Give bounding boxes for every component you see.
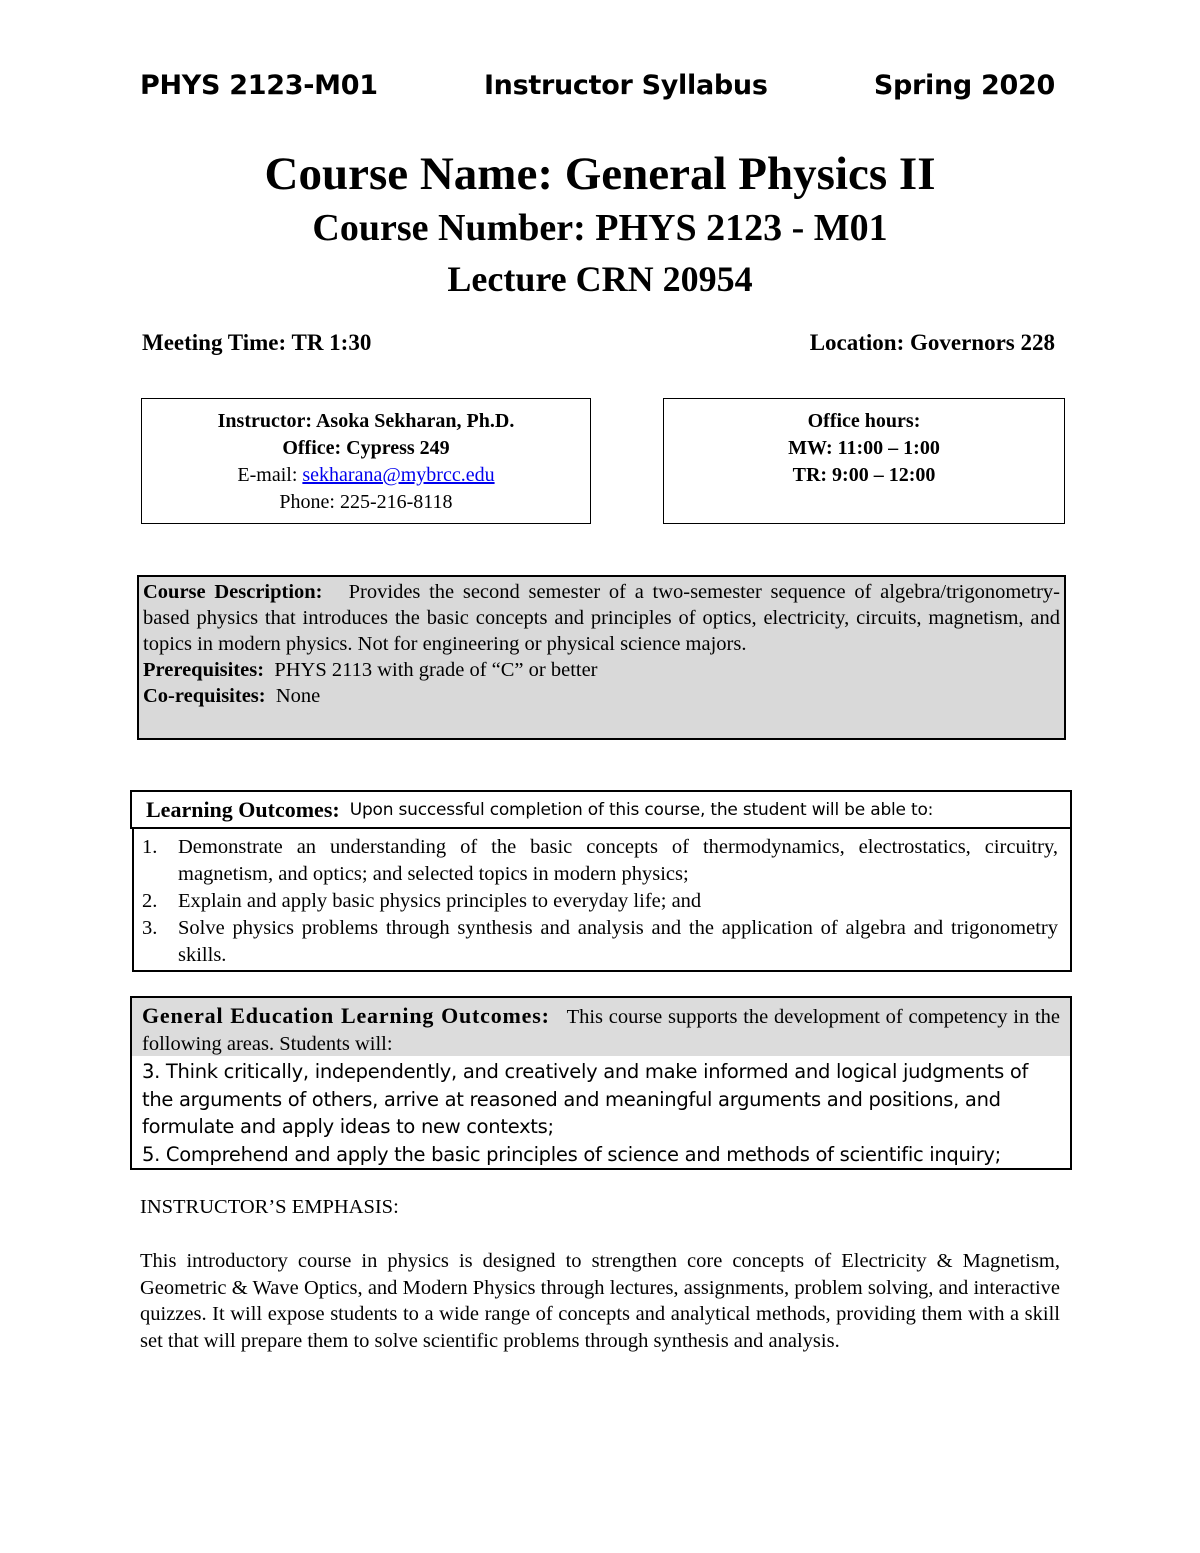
meeting-location: Location: Governors 228 [809,330,1055,355]
list-item-text: Solve physics problems through synthesis and analysis and the application of algebra and trigonometry skills. [178,917,1058,966]
course-description [143,579,1060,657]
list-item-text: Explain and apply basic physics principles to everyday life; and [178,890,702,912]
emphasis-text: This introductory course in physics is designed to strengthen core concepts of Electricity & Magnetism, Geometric & Wave Optics, and Modern Physics through lectures, assignments, problem solving, and interactive quizzes. It will expose students to a wide range of concepts and analytical methods, providing them with a skill set that will prepare them to solve scientific problems through synthesis and analysis. [140,1250,1060,1352]
header-course-code: PHYS 2123-M01 [140,70,378,101]
coreq-text: None [275,685,321,707]
office-hours-title: Office hours: [807,410,921,432]
office-hours-box [663,398,1065,524]
list-item-number: 3. [142,917,158,939]
header-doc-type: Instructor Syllabus [483,70,768,101]
description-label: Course Description: [143,581,323,603]
office-hours-mw: MW: 11:00 – 1:00 [788,437,940,459]
instructor-office: Office: Cypress 249 [282,437,450,459]
list-item [142,888,1058,915]
instructor-phone: Phone: 225-216-8118 [279,491,453,513]
instructor-email-line [142,462,590,489]
gen-ed-intro: This course supports the development of competency in the following areas. Students will: [142,1006,1060,1055]
course-description-box [137,575,1066,740]
instructor-name: Instructor: Asoka Sekharan, Ph.D. [217,410,515,432]
list-item-number: 2. [142,890,158,912]
gen-ed-header [132,998,1070,1056]
list-item [142,834,1058,888]
header-term: Spring 2020 [873,70,1055,101]
course-number-title: Course Number: PHYS 2123 - M01 [312,207,888,249]
list-item [142,915,1058,969]
prereq-label: Prerequisites: [143,659,265,681]
office-hours-tr: TR: 9:00 – 12:00 [792,464,936,486]
description-text: Provides the second semester of a two-semester sequence of algebra/trigonometry-based physics that introduces the basic concepts and principles of optics, electricity, circuits, magnetism, and topics in modern physics. Not for engineering or physical science majors. [143,581,1060,655]
gen-ed-item-3: 3. Think critically, independently, and creatively and make informed and logical judgments of the arguments of others, arrive at reasoned and meaningful arguments and positions, and formulate and apply ideas to new contexts; [142,1060,1029,1138]
gen-ed-outcomes-box [130,996,1072,1170]
course-name-title: Course Name: General Physics II [264,148,936,200]
meeting-time: Meeting Time: TR 1:30 [142,330,372,355]
page-header [140,70,1055,101]
gen-ed-items [132,1056,1070,1168]
list-item-number: 1. [142,836,158,858]
gen-ed-item-5: 5. Comprehend and apply the basic principles of science and methods of scientific inquiry; [142,1142,1001,1166]
coreq-label: Co-requisites: [143,685,266,707]
learning-outcomes-header [130,790,1072,829]
learning-outcomes-intro: Upon successful completion of this course, the student will be able to: [349,799,934,820]
lecture-crn-title: Lecture CRN 20954 [447,259,753,299]
instructor-box [141,398,591,524]
prereq-text: PHYS 2113 with grade of “C” or better [274,659,598,681]
gen-ed-label: General Education Learning Outcomes: [142,1003,550,1028]
corequisites [143,683,1060,709]
learning-outcomes-list [132,829,1072,972]
email-link[interactable]: sekharana@mybrcc.edu [302,464,495,486]
emphasis-title: INSTRUCTOR’S EMPHASIS: [140,1196,399,1218]
title-block [0,145,1200,305]
meeting-info [142,330,1055,356]
prerequisites [143,657,1060,683]
email-label: E-mail: [237,464,303,486]
list-item-text: Demonstrate an understanding of the basic concepts of thermodynamics, electrostatics, circuitry, magnetism, and optics; and selected topics in modern physics; [178,836,1058,885]
learning-outcomes-label: Learning Outcomes: [146,796,340,822]
